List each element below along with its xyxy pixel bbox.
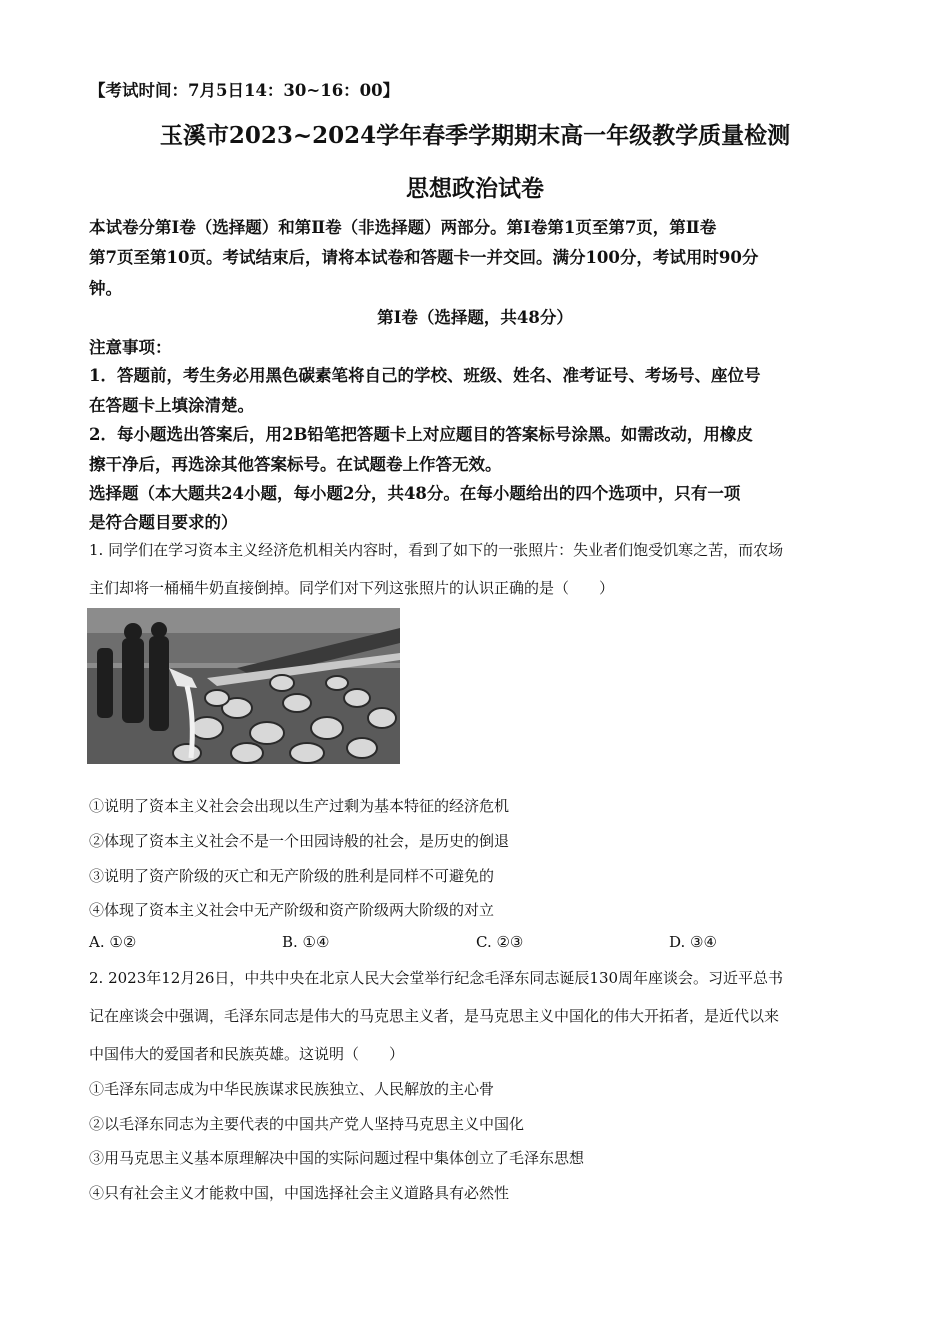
- choice-instruction-line-1: 选择题（本大题共24小题，每小题2分，共48分。在每小题给出的四个选项中，只有一项: [89, 484, 741, 503]
- choice-instruction-line-2: 是符合题目要求的）: [89, 513, 238, 532]
- q1-item-4: ④体现了资本主义社会中无产阶级和资产阶级两大阶级的对立: [89, 901, 495, 919]
- section-heading: 第Ⅰ卷（选择题，共48分）: [377, 308, 573, 327]
- q1-option-b[interactable]: B. ①④: [282, 933, 330, 951]
- exam-title: 玉溪市2023~2024学年春季学期期末高一年级教学质量检测: [159, 122, 791, 149]
- q2-stem-line-2: 记在座谈会中强调，毛泽东同志是伟大的马克思主义者，是马克思主义中国化的伟大开拓者，是近代以来: [89, 1007, 780, 1025]
- q1-stem-line-2: 主们却将一桶桶牛奶直接倒掉。同学们对下列这张照片的认识正确的是（ ）: [89, 579, 615, 597]
- q1-item-1: ①说明了资本主义社会会出现以生产过剩为基本特征的经济危机: [89, 797, 510, 815]
- exam-time: 【考试时间：7月5日14：30~16：00】: [89, 81, 400, 100]
- notice-title: 注意事项：: [89, 338, 172, 357]
- intro-line-3: 钟。: [89, 279, 122, 298]
- q2-stem-line-1: 2. 2023年12月26日，中共中央在北京人民大会堂举行纪念毛泽东同志诞辰130周年座谈会。习近平总书: [89, 969, 784, 987]
- intro-line-1: 本试卷分第Ⅰ卷（选择题）和第Ⅱ卷（非选择题）两部分。第Ⅰ卷第1页至第7页，第Ⅱ卷: [89, 218, 717, 237]
- q1-option-d[interactable]: D. ③④: [669, 933, 717, 951]
- q1-item-3: ③说明了资产阶级的灭亡和无产阶级的胜利是同样不可避免的: [89, 867, 495, 885]
- q2-item-2: ②以毛泽东同志为主要代表的中国共产党人坚持马克思主义中国化: [89, 1115, 525, 1133]
- q2-stem-line-3: 中国伟大的爱国者和民族英雄。这说明（ ）: [89, 1045, 405, 1063]
- q2-item-4: ④只有社会主义才能救中国，中国选择社会主义道路具有必然性: [89, 1184, 510, 1202]
- notice-2-line-1: 2．每小题选出答案后，用2B铅笔把答题卡上对应题目的答案标号涂黑。如需改动，用橡皮: [89, 425, 753, 444]
- exam-subtitle: 思想政治试卷: [406, 175, 544, 202]
- q1-item-2: ②体现了资本主义社会不是一个田园诗般的社会，是历史的倒退: [89, 832, 510, 850]
- milk-dumping-photo: [87, 608, 400, 764]
- q1-option-a[interactable]: A. ①②: [89, 933, 137, 951]
- q2-item-1: ①毛泽东同志成为中华民族谋求民族独立、人民解放的主心骨: [89, 1080, 495, 1098]
- notice-1-line-2: 在答题卡上填涂清楚。: [89, 396, 254, 415]
- q2-item-3: ③用马克思主义基本原理解决中国的实际问题过程中集体创立了毛泽东思想: [89, 1149, 585, 1167]
- q1-stem-line-1: 1. 同学们在学习资本主义经济危机相关内容时，看到了如下的一张照片：失业者们饱受饥寒之苦，而农场: [89, 541, 784, 559]
- notice-1-line-1: 1．答题前，考生务必用黑色碳素笔将自己的学校、班级、姓名、准考证号、考场号、座位号: [89, 366, 761, 385]
- q1-option-c[interactable]: C. ②③: [476, 933, 524, 951]
- notice-2-line-2: 擦干净后，再选涂其他答案标号。在试题卷上作答无效。: [89, 455, 502, 474]
- intro-line-2: 第7页至第10页。考试结束后，请将本试卷和答题卡一并交回。满分100分，考试用时90分: [89, 248, 759, 267]
